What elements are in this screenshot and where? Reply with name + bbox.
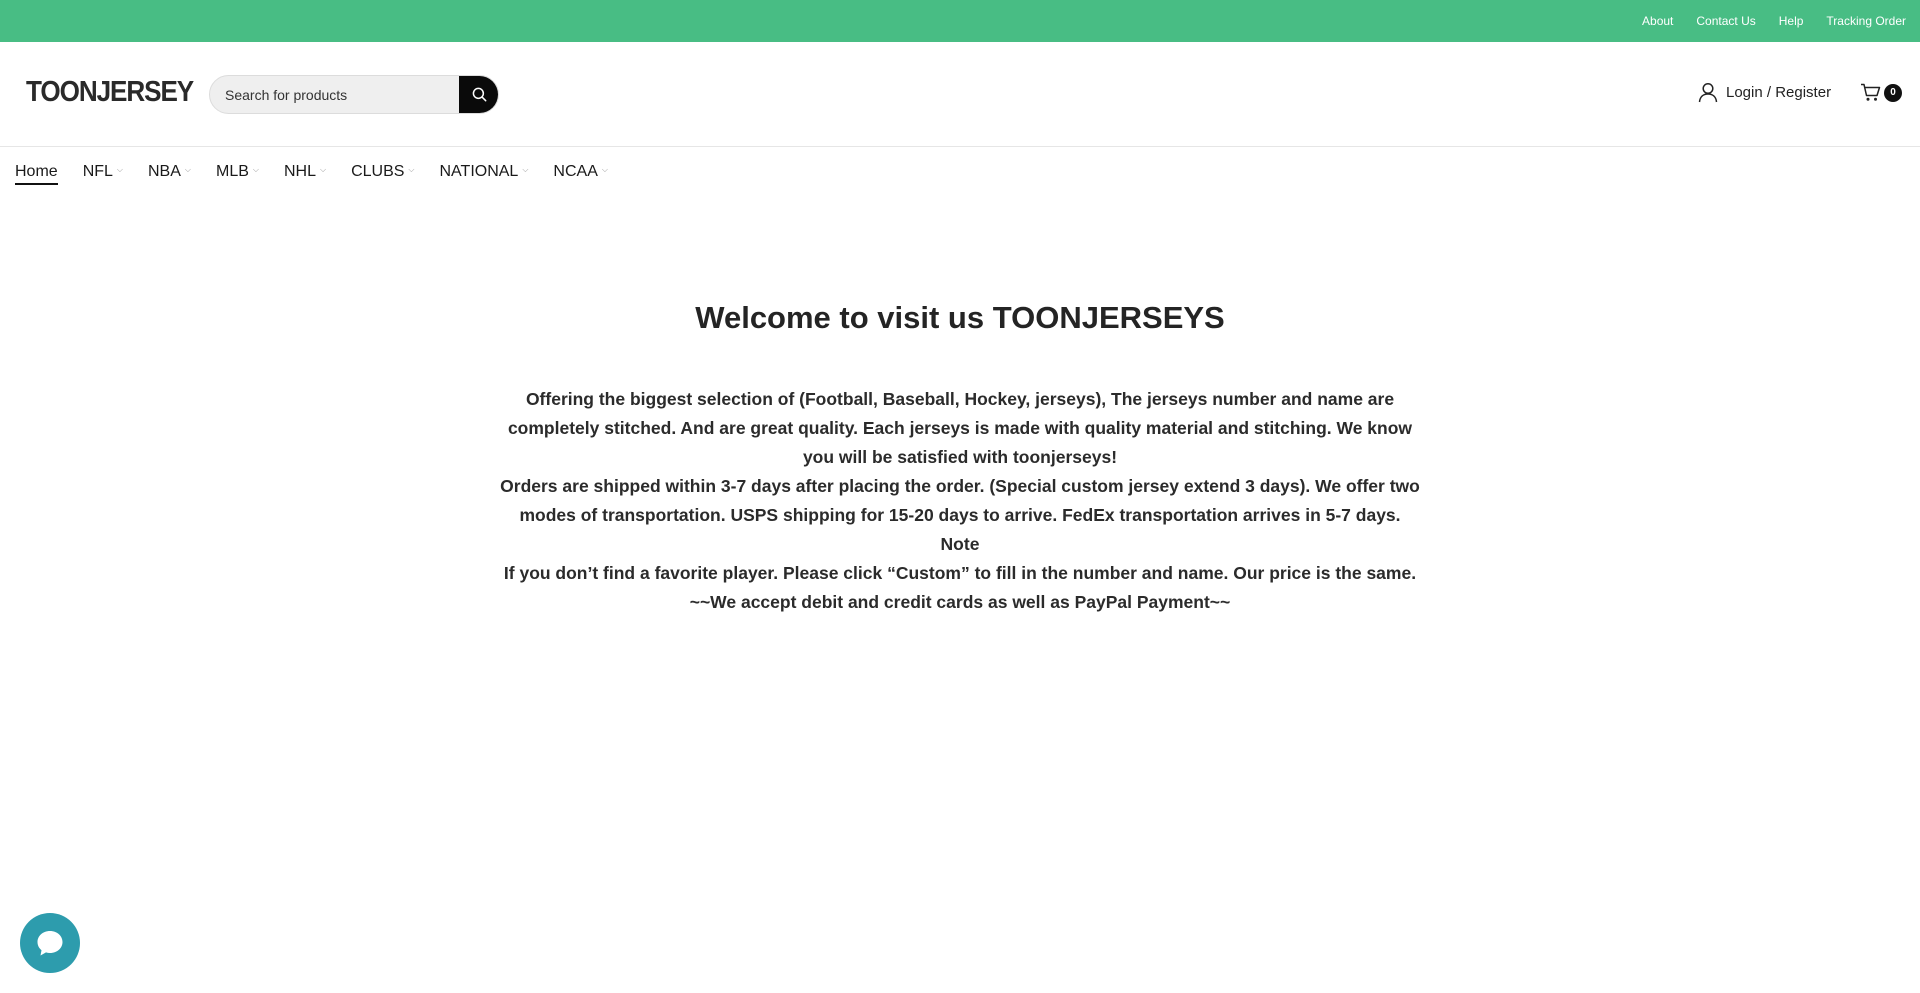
- nav-item-ncaa[interactable]: [553, 148, 608, 196]
- site-logo[interactable]: TOONJERSEY: [26, 76, 194, 108]
- chevron-down-icon: ⌵: [184, 165, 191, 174]
- nav-item-nfl[interactable]: [83, 148, 123, 196]
- payment-paragraph: ~~We accept debit and credit cards as well as PayPal Payment~~: [689, 592, 1231, 612]
- nav-item-national[interactable]: [440, 148, 529, 196]
- nav-item-nba[interactable]: [148, 148, 191, 196]
- search-button[interactable]: [459, 75, 499, 114]
- main-navigation: [0, 148, 1920, 196]
- main-content: [0, 300, 1920, 617]
- chevron-down-icon: ⌵: [319, 165, 327, 174]
- chevron-down-icon: ⌵: [522, 165, 529, 174]
- chat-bubble-icon: [34, 927, 66, 959]
- cart-count-badge: 0: [1884, 84, 1902, 102]
- shipping-paragraph: Orders are shipped within 3-7 days after placing the order. (Special custom jersey extend 3 days). We offer two modes of transportation. USPS shipping for 15-20 days to arrive. FedEx transportation arrives in 5-7 days.: [500, 476, 1420, 525]
- chevron-down-icon: ⌵: [252, 165, 259, 174]
- nav-label: NHL: [283, 163, 316, 180]
- nav-item-home[interactable]: [15, 148, 58, 196]
- user-icon: [1698, 82, 1718, 103]
- search-input[interactable]: [210, 76, 462, 113]
- intro-paragraph: Offering the biggest selection of (Football, Baseball, Hockey, jerseys), The jerseys number and name are completely stitched. And are great quality. Each jerseys is made with quality material and stitching. We know you will be satisfied with toonjerseys!: [507, 389, 1413, 467]
- nav-label: MLB: [215, 163, 249, 180]
- nav-label: NATIONAL: [439, 163, 519, 180]
- note-heading: Note: [940, 534, 980, 554]
- chevron-down-icon: ⌵: [601, 165, 608, 174]
- nav-item-mlb[interactable]: [216, 148, 259, 196]
- chevron-down-icon: ⌵: [116, 165, 123, 174]
- nav-label: NBA: [148, 163, 181, 180]
- nav-label: CLUBS: [351, 163, 405, 180]
- about-link[interactable]: About: [1642, 14, 1674, 28]
- tracking-order-link[interactable]: Tracking Order: [1826, 14, 1906, 28]
- page-title: Welcome to visit us TOONJERSEYS: [695, 300, 1225, 335]
- contact-us-link[interactable]: Contact Us: [1696, 14, 1756, 28]
- intro-text: [500, 385, 1420, 617]
- site-header: [0, 42, 1920, 147]
- nav-label: NCAA: [553, 163, 598, 180]
- cart-button[interactable]: [1860, 83, 1902, 102]
- custom-note-paragraph: If you don’t find a favorite player. Please click “Custom” to fill in the number and name. Our price is the same.: [503, 563, 1417, 583]
- top-bar: [0, 0, 1920, 42]
- cart-icon: [1860, 83, 1881, 102]
- nav-label: NFL: [82, 163, 113, 180]
- chevron-down-icon: ⌵: [408, 165, 415, 174]
- login-register-link[interactable]: [1698, 82, 1831, 103]
- login-register-label: Login / Register: [1726, 84, 1832, 101]
- search-form: [209, 75, 499, 114]
- search-icon: [472, 87, 487, 102]
- help-link[interactable]: Help: [1778, 14, 1804, 28]
- nav-item-clubs[interactable]: [351, 148, 414, 196]
- nav-item-nhl[interactable]: [284, 148, 326, 196]
- nav-label: Home: [15, 163, 58, 185]
- chat-widget-button[interactable]: [20, 913, 80, 973]
